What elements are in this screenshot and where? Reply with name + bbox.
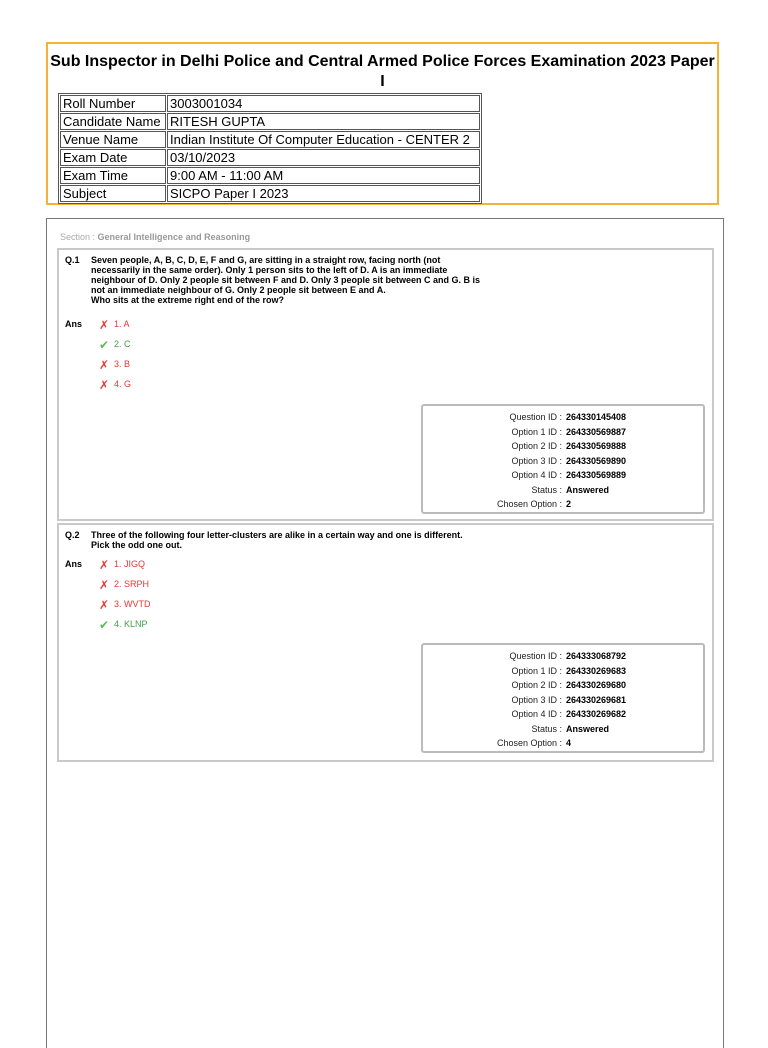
meta-label: Status : (531, 484, 562, 495)
meta-label: Option 1 ID : (511, 426, 562, 437)
answer-label: Ans (65, 559, 83, 569)
cross-icon: ✗ (99, 377, 110, 392)
meta-row (423, 426, 703, 438)
candidate-info-table (58, 93, 482, 204)
meta-label: Option 2 ID : (511, 441, 562, 451)
section-heading (60, 232, 250, 242)
meta-row (423, 708, 703, 720)
cross-icon: ✗ (99, 317, 110, 332)
cross-icon: ✗ (99, 557, 110, 572)
info-value: SICPO Paper I 2023 (167, 185, 480, 202)
meta-value: 264330569888 (566, 441, 627, 451)
info-value: 03/10/2023 (167, 149, 480, 166)
exam-title (48, 52, 717, 92)
question-meta-box (421, 404, 705, 514)
cross-icon: ✗ (99, 357, 110, 372)
option-text: 2. C (114, 339, 131, 349)
info-row-subject (60, 185, 480, 202)
meta-value: 2 (566, 499, 572, 509)
info-label: Roll Number (60, 95, 166, 112)
info-value: 9:00 AM - 11:00 AM (167, 167, 480, 184)
meta-value: 264330269680 (566, 680, 627, 690)
question-number: Q.2 (65, 530, 80, 540)
check-icon: ✔ (99, 337, 110, 352)
question-card (57, 523, 714, 762)
meta-value: 264330269681 (566, 694, 627, 705)
question-card (57, 248, 714, 521)
option-item (99, 618, 148, 630)
meta-value: 264330569887 (566, 426, 627, 437)
meta-row (423, 440, 703, 452)
option-text: 3. B (114, 359, 131, 369)
info-row-date (60, 149, 480, 166)
info-label: Candidate Name (60, 113, 166, 130)
info-value: Indian Institute Of Computer Education - CENTER 2 (167, 131, 480, 148)
meta-row (423, 650, 703, 662)
meta-label: Option 4 ID : (511, 709, 562, 719)
answer-label: Ans (65, 319, 83, 329)
option-item (99, 358, 130, 370)
meta-row (423, 665, 703, 677)
info-label: Subject (60, 185, 166, 202)
option-text: 3. WVTD (114, 599, 151, 609)
info-label: Venue Name (60, 131, 166, 148)
meta-value: 4 (566, 738, 572, 748)
meta-label: Question ID : (509, 412, 562, 422)
question-text: Seven people, A, B, C, D, E, F and G, are sitting in a straight row, facing north (not necessarily in the same order). Only 1 person sits to the left of D. A is an immediate neighbour of D. Only 2 people sit between F and D. Only 3 people sit between C and G. B is not an immediate neighbour of G. Only 2 people sit between E and A. Who sits at the extreme right end of the row? (91, 255, 481, 305)
option-item (99, 578, 149, 590)
info-row-roll (60, 95, 480, 112)
info-row-time (60, 167, 480, 184)
meta-row (423, 679, 703, 691)
meta-label: Option 3 ID : (511, 694, 562, 705)
option-item (99, 318, 130, 330)
check-icon: ✔ (99, 617, 110, 632)
meta-label: Option 3 ID : (511, 455, 562, 466)
question-text: Three of the following four letter-clusters are alike in a certain way and one is different. Pick the odd one out. (91, 530, 463, 550)
meta-row (423, 737, 703, 749)
meta-label: Status : (531, 723, 562, 734)
meta-row (423, 498, 703, 510)
option-text: 1. JIGQ (114, 559, 146, 569)
meta-label: Option 4 ID : (511, 470, 562, 480)
meta-label: Chosen Option : (496, 499, 562, 509)
meta-value: 264330145408 (566, 412, 627, 422)
meta-value: Answered (566, 723, 610, 734)
section-prefix: Section : (60, 232, 98, 242)
meta-value: 264330569890 (566, 455, 627, 466)
info-row-venue (60, 131, 480, 148)
option-item (99, 378, 131, 390)
cross-icon: ✗ (99, 577, 110, 592)
info-row-name (60, 113, 480, 130)
option-item (99, 598, 151, 610)
meta-row (423, 455, 703, 467)
meta-label: Option 2 ID : (511, 680, 562, 690)
meta-row (423, 469, 703, 481)
meta-label: Chosen Option : (496, 738, 562, 748)
option-text: 4. G (114, 379, 132, 389)
meta-label: Question ID : (509, 651, 562, 661)
option-item (99, 558, 145, 570)
option-text: 2. SRPH (114, 579, 150, 589)
section-name: General Intelligence and Reasoning (97, 232, 251, 242)
question-meta-box (421, 643, 705, 753)
info-label: Exam Time (60, 167, 166, 184)
meta-row (423, 484, 703, 496)
info-label: Exam Date (60, 149, 166, 166)
cross-icon: ✗ (99, 597, 110, 612)
exam-title-text: Sub Inspector in Delhi Police and Central Armed Police Forces Examination 2023 Paper I (50, 53, 715, 90)
meta-value: Answered (566, 484, 610, 495)
meta-value: 264333068792 (566, 651, 627, 661)
meta-value: 264330569889 (566, 470, 627, 480)
option-text: 4. KLNP (114, 619, 148, 629)
meta-label: Option 1 ID : (511, 665, 562, 676)
exam-header-box (46, 42, 719, 205)
info-value: 3003001034 (167, 95, 480, 112)
info-value: RITESH GUPTA (167, 113, 480, 130)
question-number: Q.1 (65, 255, 80, 265)
meta-value: 264330269683 (566, 665, 627, 676)
option-item (99, 338, 131, 350)
meta-value: 264330269682 (566, 709, 627, 719)
meta-row (423, 411, 703, 423)
meta-row (423, 723, 703, 735)
option-text: 1. A (114, 319, 130, 329)
meta-row (423, 694, 703, 706)
